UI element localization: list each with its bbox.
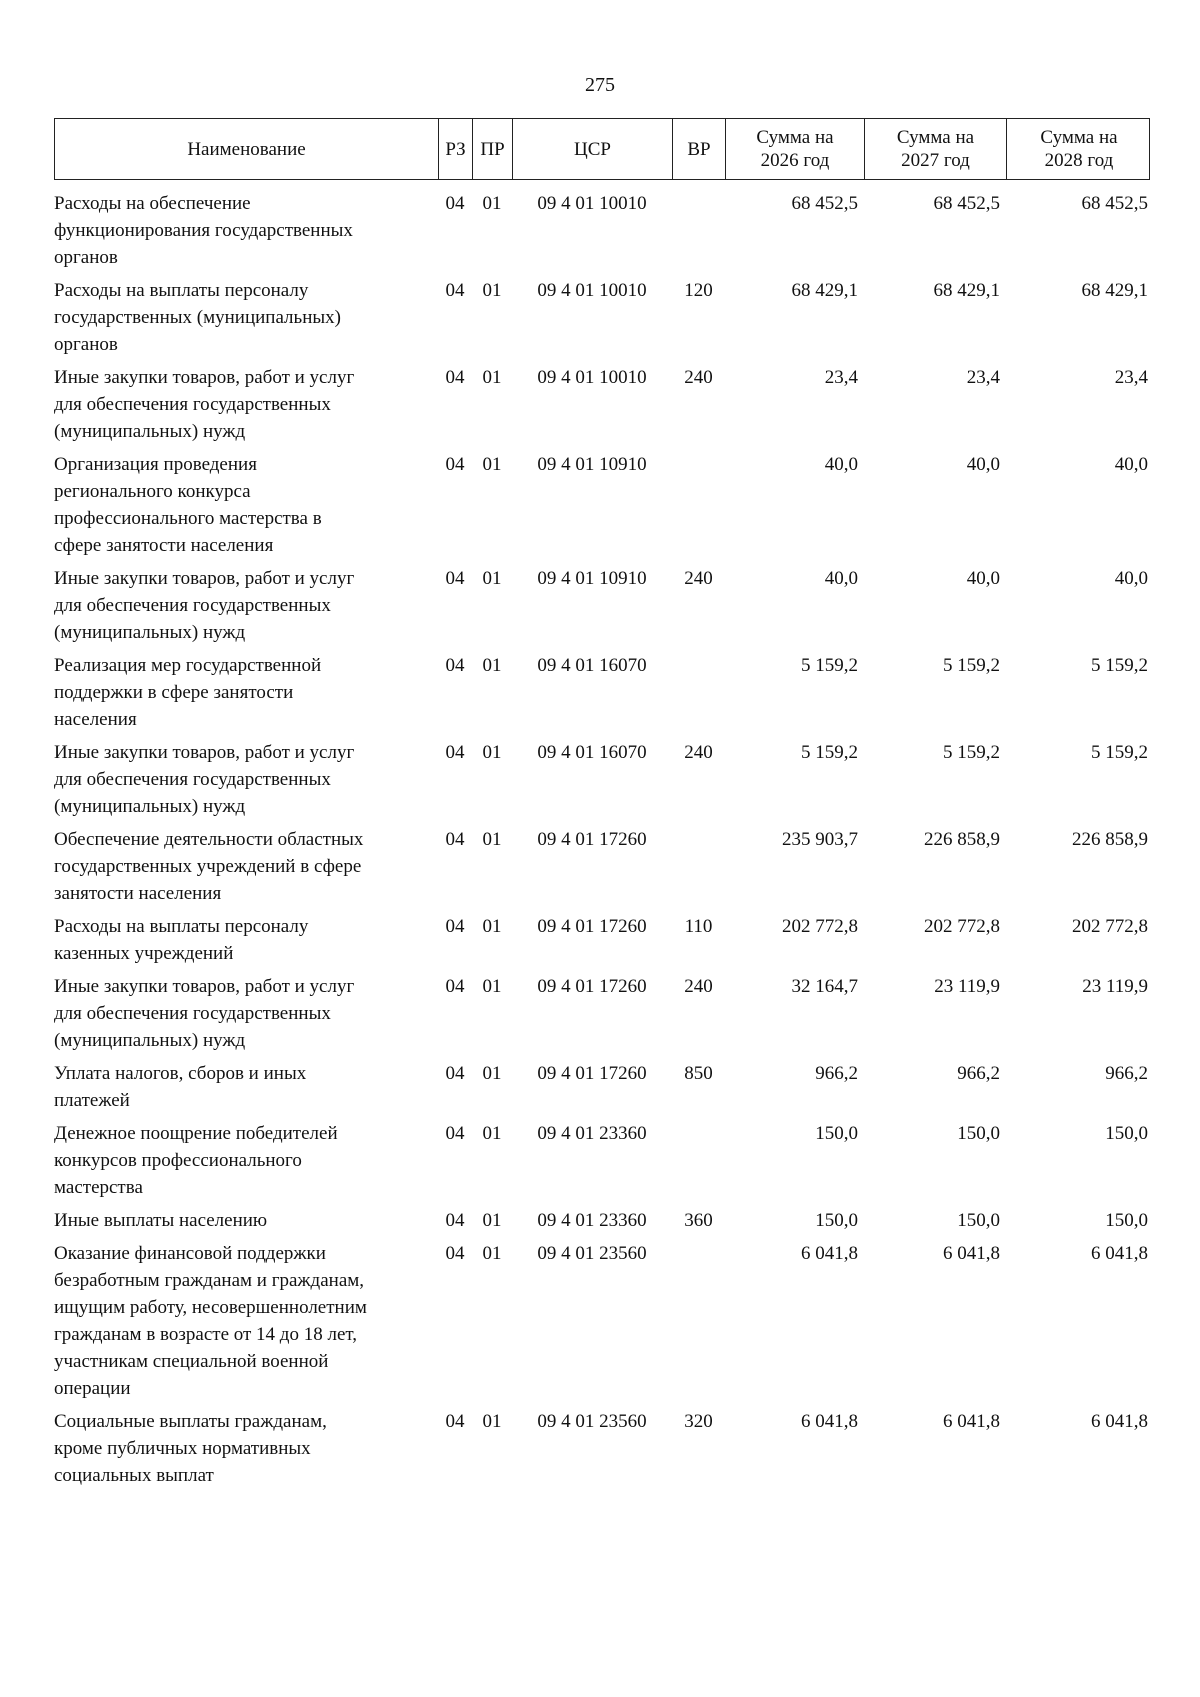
row-sum-2027: 6 041,8: [943, 1243, 1000, 1264]
row-vr: [672, 652, 725, 733]
row-pr: 01: [482, 280, 502, 301]
row-pr: 01: [482, 655, 502, 676]
table-row: [54, 739, 1154, 820]
row-csr: 09 4 01 23560: [537, 1411, 647, 1432]
row-vr: [672, 1240, 725, 1402]
row-sum-2027: 150,0: [957, 1123, 1000, 1144]
row-sum-2027: 202 772,8: [924, 916, 1000, 937]
row-vr: 240: [684, 367, 713, 388]
header-pr: ПР: [473, 119, 513, 179]
row-pr: 01: [482, 367, 502, 388]
row-pr: 01: [482, 193, 502, 214]
row-sum-2027: 150,0: [957, 1210, 1000, 1231]
row-vr: 850: [684, 1063, 713, 1084]
row-sum-2027: 68 429,1: [933, 280, 1000, 301]
row-csr: 09 4 01 17260: [537, 916, 647, 937]
row-csr: 09 4 01 17260: [537, 829, 647, 850]
row-vr: [672, 1120, 725, 1201]
row-sum-2027: 5 159,2: [943, 742, 1000, 763]
table-row: [54, 1240, 1154, 1402]
table-row: [54, 1060, 1154, 1114]
row-rz: 04: [445, 829, 465, 850]
row-sum-2027: 6 041,8: [943, 1411, 1000, 1432]
row-vr: [672, 451, 725, 559]
row-name: Организация проведения регионального конкурса профессионального мастерства в сфере занятости населения: [54, 454, 322, 556]
row-rz: 04: [445, 454, 465, 475]
row-sum-2028: 40,0: [1114, 454, 1148, 475]
row-rz: 04: [445, 1210, 465, 1231]
row-rz: 04: [445, 1063, 465, 1084]
header-sum-2027: Сумма на 2027 год: [865, 119, 1007, 179]
row-sum-2028: 5 159,2: [1091, 655, 1148, 676]
row-name: Иные закупки товаров, работ и услуг для обеспечения государственных (муниципальных) нужд: [54, 976, 355, 1051]
row-sum-2026: 68 452,5: [791, 193, 858, 214]
row-sum-2026: 6 041,8: [801, 1243, 858, 1264]
row-pr: 01: [482, 1210, 502, 1231]
row-vr: 240: [684, 742, 713, 763]
row-csr: 09 4 01 10010: [537, 280, 647, 301]
row-sum-2028: 6 041,8: [1091, 1243, 1148, 1264]
row-rz: 04: [445, 742, 465, 763]
row-rz: 04: [445, 280, 465, 301]
row-vr: [672, 826, 725, 907]
header-vr: ВР: [673, 119, 726, 179]
row-sum-2027: 40,0: [966, 454, 1000, 475]
table-header: [54, 118, 1150, 180]
table-row: [54, 277, 1154, 358]
row-rz: 04: [445, 916, 465, 937]
row-name: Денежное поощрение победителей конкурсов профессионального мастерства: [54, 1123, 338, 1198]
row-pr: 01: [482, 1243, 502, 1264]
row-csr: 09 4 01 16070: [537, 655, 647, 676]
row-sum-2026: 40,0: [824, 568, 858, 589]
row-sum-2027: 40,0: [966, 568, 1000, 589]
row-pr: 01: [482, 829, 502, 850]
row-sum-2028: 40,0: [1114, 568, 1148, 589]
row-name: Расходы на обеспечение функционирования государственных органов: [54, 193, 353, 268]
row-sum-2028: 68 452,5: [1081, 193, 1148, 214]
row-sum-2028: 202 772,8: [1072, 916, 1148, 937]
row-pr: 01: [482, 1123, 502, 1144]
row-pr: 01: [482, 1411, 502, 1432]
row-vr: 320: [684, 1411, 713, 1432]
row-sum-2028: 68 429,1: [1081, 280, 1148, 301]
row-csr: 09 4 01 23360: [537, 1210, 647, 1231]
row-name: Иные выплаты населению: [54, 1210, 268, 1231]
table-row: [54, 1408, 1154, 1489]
row-sum-2026: 32 164,7: [791, 976, 858, 997]
row-csr: 09 4 01 23360: [537, 1123, 647, 1144]
table-row: [54, 973, 1154, 1054]
row-rz: 04: [445, 976, 465, 997]
header-sum-2028: Сумма на 2028 год: [1040, 127, 1118, 171]
row-sum-2028: 966,2: [1105, 1063, 1148, 1084]
header-rz: РЗ: [439, 119, 473, 179]
row-pr: 01: [482, 916, 502, 937]
row-vr: 240: [684, 568, 713, 589]
row-sum-2027: 23 119,9: [934, 976, 1000, 997]
row-sum-2026: 23,4: [824, 367, 858, 388]
row-rz: 04: [445, 1123, 465, 1144]
row-rz: 04: [445, 568, 465, 589]
row-name: Иные закупки товаров, работ и услуг для обеспечения государственных (муниципальных) нужд: [54, 742, 355, 817]
page-number: 275: [585, 74, 615, 96]
row-sum-2026: 40,0: [824, 454, 858, 475]
row-sum-2026: 5 159,2: [801, 742, 858, 763]
row-sum-2028: 23 119,9: [1082, 976, 1148, 997]
row-name: Обеспечение деятельности областных государственных учреждений в сфере занятости населения: [54, 829, 364, 904]
row-rz: 04: [445, 655, 465, 676]
row-pr: 01: [482, 454, 502, 475]
table-row: [54, 652, 1154, 733]
row-name: Уплата налогов, сборов и иных платежей: [54, 1063, 307, 1111]
row-csr: 09 4 01 17260: [537, 976, 647, 997]
row-csr: 09 4 01 23560: [537, 1243, 647, 1264]
table-row: [54, 451, 1154, 559]
row-sum-2026: 6 041,8: [801, 1411, 858, 1432]
row-csr: 09 4 01 10010: [537, 367, 647, 388]
row-vr: [672, 190, 725, 271]
row-sum-2028: 6 041,8: [1091, 1411, 1148, 1432]
row-csr: 09 4 01 16070: [537, 742, 647, 763]
row-pr: 01: [482, 1063, 502, 1084]
row-pr: 01: [482, 976, 502, 997]
row-csr: 09 4 01 10010: [537, 193, 647, 214]
row-sum-2026: 150,0: [815, 1123, 858, 1144]
row-sum-2026: 202 772,8: [782, 916, 858, 937]
row-name: Оказание финансовой поддержки безработным гражданам и гражданам, ищущим работу, несовершеннолетним гражданам в возрасте от 14 до 18 лет, участникам специальной военной операции: [54, 1243, 367, 1399]
row-name: Социальные выплаты гражданам, кроме публичных нормативных социальных выплат: [54, 1411, 327, 1486]
row-name: Расходы на выплаты персоналу государственных (муниципальных) органов: [54, 280, 341, 355]
row-rz: 04: [445, 1411, 465, 1432]
row-sum-2026: 966,2: [815, 1063, 858, 1084]
row-name: Расходы на выплаты персоналу казенных учреждений: [54, 916, 309, 964]
table-body: [54, 190, 1154, 1495]
row-pr: 01: [482, 568, 502, 589]
row-sum-2028: 226 858,9: [1072, 829, 1148, 850]
row-rz: 04: [445, 193, 465, 214]
row-rz: 04: [445, 367, 465, 388]
table-row: [54, 190, 1154, 271]
row-sum-2028: 23,4: [1114, 367, 1148, 388]
table-row: [54, 1120, 1154, 1201]
row-rz: 04: [445, 1243, 465, 1264]
row-sum-2026: 150,0: [815, 1210, 858, 1231]
table-row: [54, 913, 1154, 967]
row-sum-2028: 150,0: [1105, 1210, 1148, 1231]
row-sum-2026: 68 429,1: [791, 280, 858, 301]
row-name: Иные закупки товаров, работ и услуг для обеспечения государственных (муниципальных) нужд: [54, 568, 355, 643]
row-vr: 110: [684, 916, 713, 937]
table-row: [54, 565, 1154, 646]
row-sum-2027: 5 159,2: [943, 655, 1000, 676]
row-sum-2027: 23,4: [966, 367, 1000, 388]
row-csr: 09 4 01 10910: [537, 454, 647, 475]
row-sum-2026: 235 903,7: [782, 829, 858, 850]
row-sum-2027: 226 858,9: [924, 829, 1000, 850]
table-row: [54, 364, 1154, 445]
row-vr: 240: [684, 976, 713, 997]
row-sum-2028: 5 159,2: [1091, 742, 1148, 763]
row-csr: 09 4 01 10910: [537, 568, 647, 589]
header-sum-2026: Сумма на 2026 год: [726, 119, 865, 179]
row-csr: 09 4 01 17260: [537, 1063, 647, 1084]
row-sum-2027: 68 452,5: [933, 193, 1000, 214]
row-sum-2028: 150,0: [1105, 1123, 1148, 1144]
row-sum-2026: 5 159,2: [801, 655, 858, 676]
row-name: Реализация мер государственной поддержки в сфере занятости населения: [54, 655, 322, 730]
table-row: [54, 826, 1154, 907]
row-vr: 120: [684, 280, 713, 301]
header-name: Наименование: [55, 119, 439, 179]
table-row: [54, 1207, 1154, 1234]
row-pr: 01: [482, 742, 502, 763]
row-vr: 360: [684, 1210, 713, 1231]
header-csr: ЦСР: [513, 119, 673, 179]
row-sum-2027: 966,2: [957, 1063, 1000, 1084]
row-name: Иные закупки товаров, работ и услуг для обеспечения государственных (муниципальных) нужд: [54, 367, 355, 442]
